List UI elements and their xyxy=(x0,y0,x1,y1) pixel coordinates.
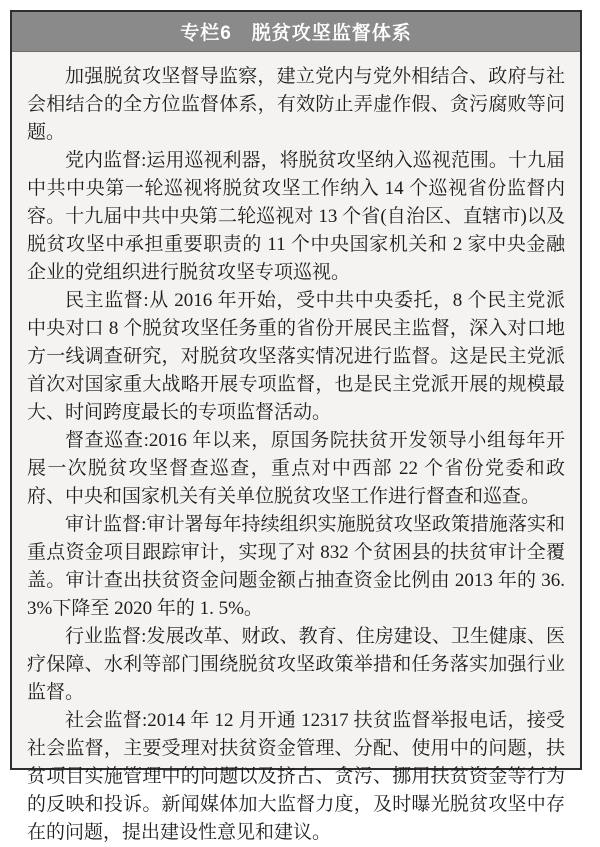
paragraph-inspection-tours: 督查巡查:2016 年以来，原国务院扶贫开发领导小组每年开展一次脱贫攻坚督查巡查，重点对中西部 22 个省份党委和政府、中央和国家机关有关单位脱贫攻坚工作进行督查和巡查。 xyxy=(27,430,565,507)
paragraph-audit-supervision: 审计监督:审计署每年持续组织实施脱贫攻坚政策措施落实和重点资金项目跟踪审计，实现了对 832 个贫困县的扶贫审计全覆盖。审计查出扶贫资金问题金额占抽查资金比例由 2013 年的 36. 3%下降至 2020 年的 1. 5%。 xyxy=(27,514,565,619)
paragraph-democratic-supervision: 民主监督:从 2016 年开始，受中共中央委托，8 个民主党派中央对口 8 个脱贫攻坚任务重的省份开展民主监督，深入对口地方一线调查研究，对脱贫攻坚落实情况进行监督。这是民主党派首次对国家重大战略开展专项监督，也是民主党派开展的规模最大、时间跨度最长的专项监督活动。 xyxy=(27,290,565,423)
paragraph-social-supervision: 社会监督:2014 年 12 月开通 12317 扶贫监督举报电话，接受社会监督，主要受理对扶贫资金管理、分配、使用中的问题，扶贫项目实施管理中的问题以及挤占、贪污、挪用扶贫资金等行为的反映和投诉。新闻媒体加大监督力度，及时曝光脱贫攻坚中存在的问题，提出建设性意见和建议。 xyxy=(27,710,565,843)
paragraph-party-supervision: 党内监督:运用巡视利器，将脱贫攻坚纳入巡视范围。十九届中共中央第一轮巡视将脱贫攻坚工作纳入 14 个巡视省份监督内容。十九届中共中央第二轮巡视对 13 个省(自治区、直辖市)以及脱贫攻坚中承担重要职责的 11 个中央国家机关和 2 家中央金融企业的党组织进行脱贫攻坚专项巡视。 xyxy=(27,150,565,283)
panel-title: 专栏6 脱贫攻坚监督体系 xyxy=(180,23,412,44)
panel-header xyxy=(12,12,580,52)
paragraph-intro: 加强脱贫攻坚督导监察，建立党内与党外相结合、政府与社会相结合的全方位监督体系，有效防止弄虚作假、贪污腐败等问题。 xyxy=(27,66,565,143)
panel-body xyxy=(12,52,580,847)
column-panel xyxy=(10,10,582,843)
paragraph-industry-supervision: 行业监督:发展改革、财政、教育、住房建设、卫生健康、医疗保障、水利等部门围绕脱贫攻坚政策举措和任务落实加强行业监督。 xyxy=(27,626,565,703)
